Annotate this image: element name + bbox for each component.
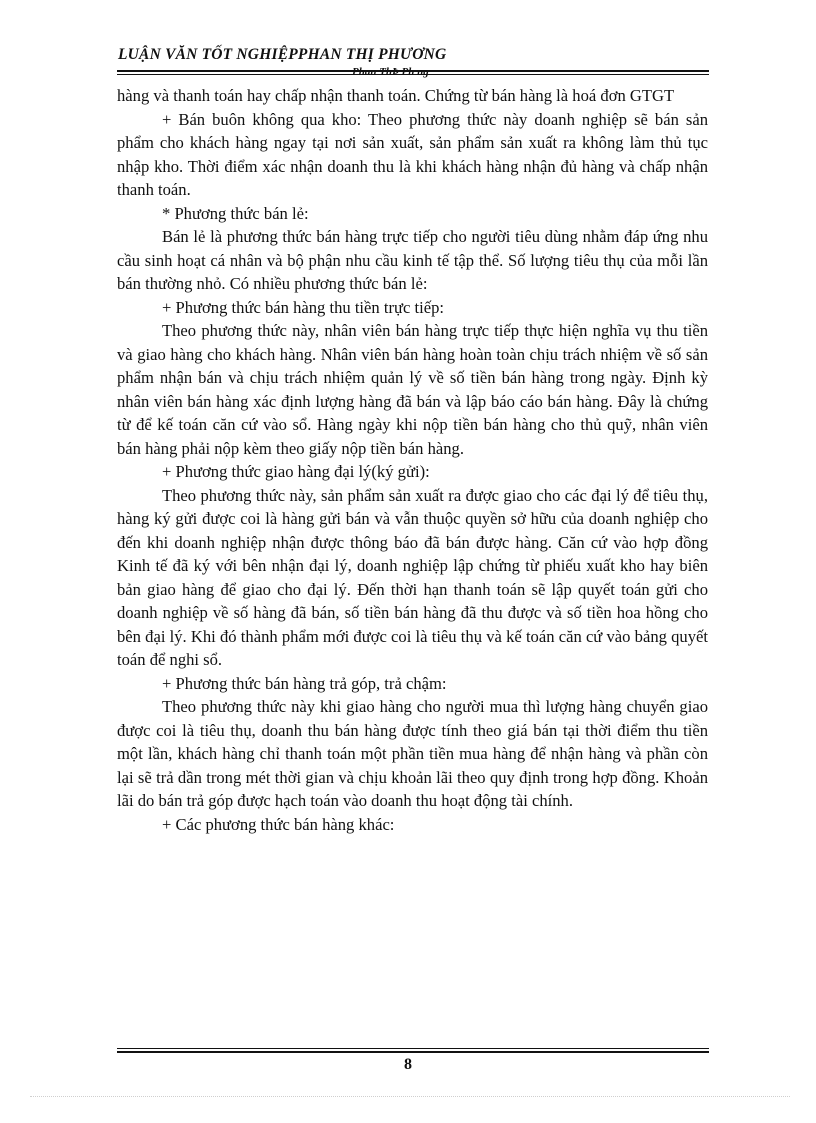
paragraph: + Phương thức bán hàng thu tiền trực tiếp: [162, 297, 444, 317]
footer-rule-bottom [117, 1051, 709, 1053]
header-author: Phan ThÞ Ph ng [352, 66, 429, 78]
paragraph: Theo phương thức này, sản phẩm sản xuất ra được giao cho các đại lý để tiêu thụ, hàng ký gửi được coi là hàng gửi bán và vẫn thuộc quyền sở hữu của doanh nghiệp cho đến khi doanh nghiệp nhận được thông báo đã bán được hàng. Căn cứ vào hợp đồng Kinh tế đã ký với bên nhận đại lý, doanh nghiệp lập chứng từ phiếu xuất kho hay biên bản giao hàng để giao cho đại lý. Đến thời hạn thanh toán sẽ lập quyết toán gửi cho doanh nghiệp về số hàng đã bán, số tiền bán hàng đã thu được và số tiền hoa hồng cho bên đại lý. Khi đó thành phẩm mới được coi là tiêu thụ và kế toán căn cứ vào bảng quyết toán để nghi sổ. [117, 485, 708, 669]
paragraph: Theo phương thức này, nhân viên bán hàng trực tiếp thực hiện nghĩa vụ thu tiền và giao hàng cho khách hàng. Nhân viên bán hàng hoàn toàn chịu trách nhiệm về số sản phẩm nhận bán và chịu trách nhiệm quản lý về số tiền bán hàng trong ngày. Định kỳ nhân viên bán hàng xác định lượng hàng đã bán và lập báo cáo bán hàng. Đây là chứng từ để kế toán căn cứ vào sổ. Hàng ngày khi nộp tiền bán hàng cho thủ quỹ, nhân viên bán hàng phải nộp kèm theo giấy nộp tiền bán hàng. [117, 321, 708, 458]
paragraph: hàng và thanh toán hay chấp nhận thanh toán. Chứng từ bán hàng là hoá đơn GTGT [117, 86, 675, 105]
paragraph: Bán lẻ là phương thức bán hàng trực tiếp cho người tiêu dùng nhằm đáp ứng nhu cầu sinh hoạt cá nhân và bộ phận nhu cầu kinh tế tập thể. Số lượng tiêu thụ của mỗi lần bán thường nhỏ. Có nhiều phương thức bán lẻ: [117, 227, 708, 293]
paragraph: + Phương thức giao hàng đại lý(ký gửi): [162, 462, 430, 481]
paragraph: * Phương thức bán lẻ: [162, 203, 309, 223]
paragraph: + Các phương thức bán hàng khác: [162, 814, 395, 834]
paragraph: + Bán buôn không qua kho: Theo phương thức này doanh nghiệp sẽ bán sản phẩm cho khách hàng ngay tại nơi sản xuất, sản phẩm sản xuất ra không làm thủ tục nhập kho. Thời điểm xác nhận doanh thu là khi khách hàng nhận đủ hàng và chấp nhận thanh toán. [117, 109, 708, 199]
page-edge-dotted-line [30, 1096, 790, 1097]
page-number: 8 [404, 1056, 412, 1073]
paragraph: + Phương thức bán hàng trả góp, trả chậm: [162, 673, 447, 693]
paragraph: Theo phương thức này khi giao hàng cho người mua thì lượng hàng chuyển giao được coi là tiêu thụ, doanh thu bán hàng được tính theo giá bán tại thời điểm thu tiền một lần, khách hàng chỉ thanh toán một phần tiền mua hàng để nhận hàng và phần còn lại sẽ trả dần trong mét thời gian và chịu khoản lãi theo quy định trong hợp đồng. Khoản lãi do bán trả góp được hạch toán vào doanh thu hoạt động tài chính. [117, 697, 708, 810]
document-body [117, 84, 708, 836]
header-title: LUẬN VĂN TỐT NGHIỆPPHAN THỊ PHƯƠNG [118, 46, 447, 63]
footer-rule-top [117, 1048, 709, 1049]
